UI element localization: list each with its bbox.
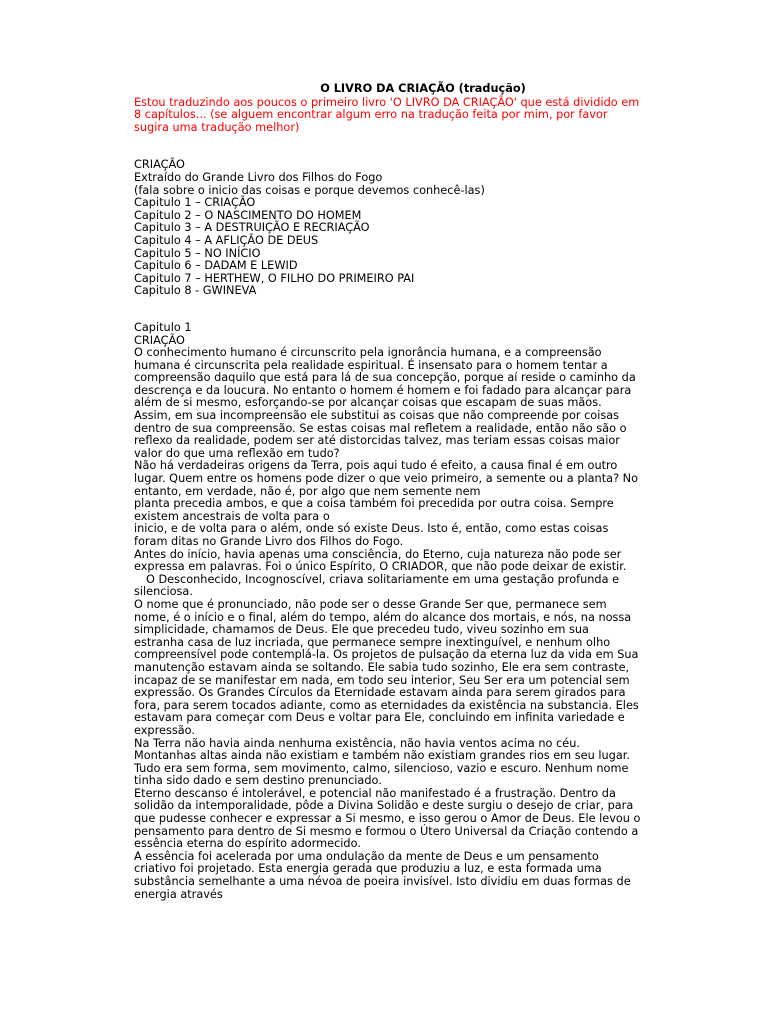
toc-chapter: Capitulo 7 – HERTHEW, O FILHO DO PRIMEIRO PAI xyxy=(134,271,415,285)
paragraph: Na Terra não havia ainda nenhuma existência, não havia ventos acima no céu. Montanhas altas ainda não existiam e também não existiam grandes rios em seu lugar. Tudo era sem forma, sem movimento, calmo, silencioso, vazio e escuro. Nenhum nome tinha sido dado e sem destino prenunciado. xyxy=(134,736,630,788)
paragraph: Não há verdadeiras origens da Terra, pois aqui tudo é efeito, a causa final é em outro lugar. Quem entre os homens pode dizer o que veio primeiro, a semente ou a planta? No entanto, em verdade, não é, por algo que nem semente nem xyxy=(134,459,639,498)
chapter-1 xyxy=(134,322,642,901)
paragraph: O Desconhecido, Incognoscível, criava solitariamente em uma gestação profunda e silenciosa. xyxy=(134,572,620,599)
paragraph: Eterno descanso é intolerável, e potencial não manifestado é a frustração. Dentro da solidão da intemporalidade, pôde a Divina Solidão e deste surgiu o desejo de criar, para que pudesse conhecer e expressar a Si mesmo, e isso gerou o Amor de Deus. Ele levou o pensamento para dentro de Si mesmo e formou o Útero Universal da Criação contendo a essência eterna do espírito adormecido. xyxy=(134,786,641,851)
table-of-contents xyxy=(134,159,642,298)
paragraph: O nome que é pronunciado, não pode ser o desse Grande Ser que, permanece sem nome, é o início e o final, além do tempo, além do alcance dos mortais, e nós, na nossa simplicidade, chamamos de Deus. Ele que precedeu tudo, viveu sozinho em sua estranha casa de luz incriada, que permanece sempre inextinguível, e nenhum olho compreensível pode contemplá-la. Os projetos de pulsação da eterna luz da vida em Sua manutenção estavam ainda se soltando. Ele sabia tudo sozinho, Ele era sem contraste, incapaz de se manifestar em nada, em todo seu interior, Seu Ser era um potencial sem expressão. Os Grandes Círculos da Eternidade estavam ainda para serem girados para fora, para serem tocados adiante, como as eternidades da existência na substancia. Eles estavam para começar com Deus e voltar para Ele, concluindo em infinita variedade e expressão. xyxy=(134,597,639,737)
paragraph: planta precedia ambos, e que a coisa também foi precedida por outra coisa. Sempre existem ancestrais de volta para o xyxy=(134,497,614,523)
spacer xyxy=(134,298,642,322)
toc-chapter: Capitulo 2 – O NASCIMENTO DO HOMEM xyxy=(134,208,362,222)
paragraph: reflexo da realidade, podem ser até distorcidas talvez, mas teriam essas coisas maior valor do que uma reflexão em tudo? xyxy=(134,434,620,460)
toc-chapter: Capitulo 1 – CRIAÇÃO xyxy=(134,196,256,210)
paragraph: Antes do início, havia apenas uma consciência, do Eterno, cuja natureza não pode ser expressa em palavras. Foi o único Espírito, O CRIADOR, que não pode deixar de existir. xyxy=(134,547,627,574)
chapter-label: Capitulo 1 xyxy=(134,320,192,334)
toc-chapter: Capitulo 8 - GWINEVA xyxy=(134,284,257,298)
document-title: O LIVRO DA CRIAÇÃO (tradução) xyxy=(320,82,526,95)
toc-chapter: Capitulo 5 – NO INÍCIO xyxy=(134,246,261,260)
translator-note: Estou traduzindo aos poucos o primeiro livro 'O LIVRO DA CRIAÇÃO' que está dividido em 8 capítulos... (se alguem encontrar algum erro na tradução feita por mim, por favor sugira uma tradução melhor) xyxy=(134,95,640,134)
paragraph: O conhecimento humano é circunscrito pela ignorância humana, e a compreensão humana é circunscrita pela realidade espiritual. É insensato para o homem tentar a compreensão daquilo que está para lá de sua concepção, porque aí reside o caminho da descrença e da loucura. No entanto o homem é homem e foi fadado para alcançar para além de si mesmo, esforçando-se por alcançar coisas que escapam de suas mãos. Assim, em sua incompreensão ele substitui as coisas que não compreende por coisas dentro de sua compreensão. Se estas coisas mal refletem a realidade, então não são o xyxy=(134,346,636,435)
paragraph: A essência foi acelerada por uma ondulação da mente de Deus e um pensamento criativo foi projetado. Esta energia gerada que produziu a luz, e esta formada uma substância semelhante a uma névoa de poeira invisível. Isto dividiu em duas formas de energia através xyxy=(134,849,631,901)
paragraph: inicio, e de volta para o além, onde só existe Deus. Isto é, então, como estas coisas foram ditas no Grande Livro dos Filhos do Fogo. xyxy=(134,522,609,548)
toc-chapter: Capitulo 3 – A DESTRUIÇÃO E RECRIAÇÃO xyxy=(134,221,370,235)
toc-heading: CRIAÇÃO xyxy=(134,158,185,172)
toc-chapter: Capitulo 6 – DADAM E LEWID xyxy=(134,259,298,273)
toc-subtitle: Extraído do Grande Livro dos Filhos do Fogo xyxy=(134,170,383,184)
document-page xyxy=(134,83,642,901)
toc-description: (fala sobre o inicio das coisas e porque devemos conhecê-las) xyxy=(134,183,485,197)
toc-chapter: Capitulo 4 – A AFLIÇÃO DE DEUS xyxy=(134,233,319,247)
spacer xyxy=(134,134,642,159)
chapter-heading: CRIAÇÃO xyxy=(134,333,185,347)
